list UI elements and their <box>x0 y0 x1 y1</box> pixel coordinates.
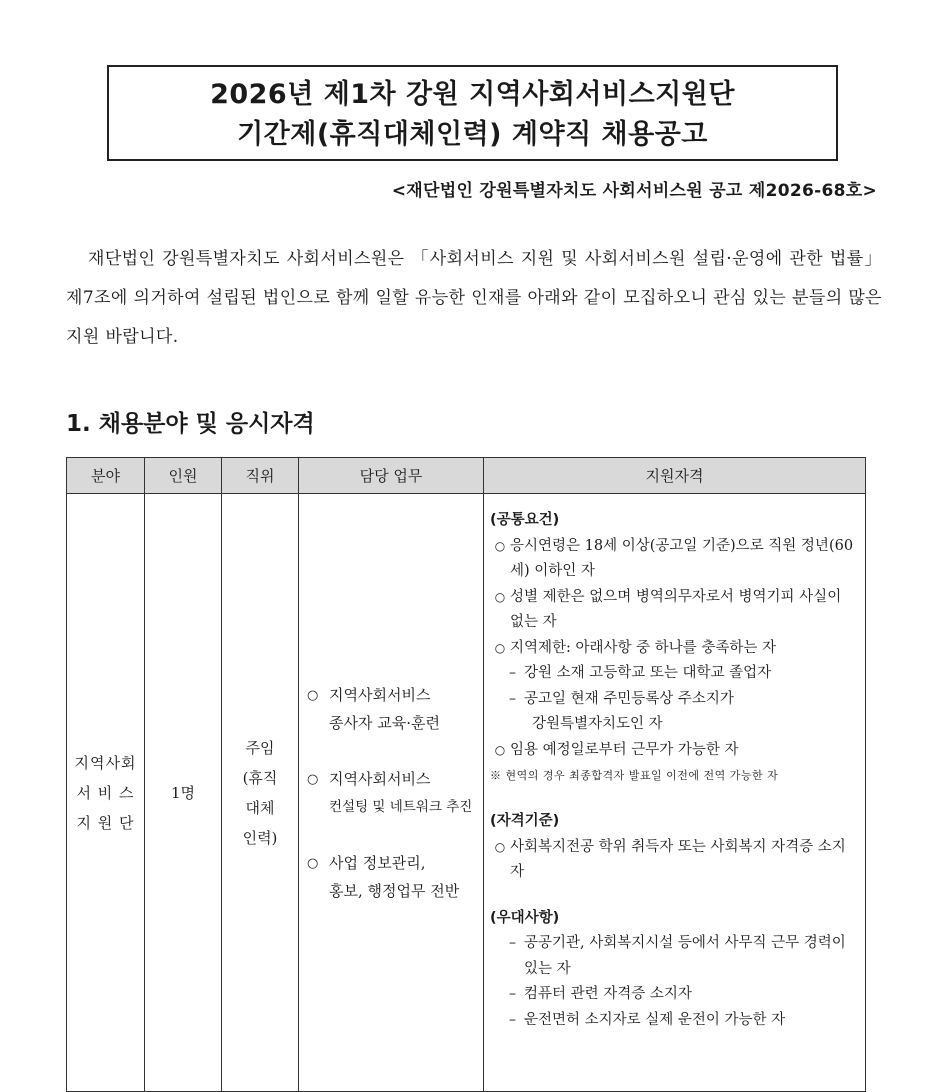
headcount-cell <box>145 494 222 1092</box>
military-note: ※ 현역의 경우 최종합격자 발표일 이전에 전역 가능한 자 <box>490 769 779 782</box>
recruitment-table <box>66 457 866 1092</box>
qualification-text: 공고일 현재 주민등록상 주소지가 <box>524 690 734 707</box>
qualification-text: 임용 예정일로부터 근무가 가능한 자 <box>510 741 739 758</box>
circle-bullet-icon: ○ <box>494 839 506 854</box>
common-requirements-heading: (공통요건) <box>490 512 560 528</box>
duty-text: 종사자 교육·훈련 <box>329 713 440 732</box>
dash-bullet-icon: – <box>509 1011 516 1028</box>
qualification-text: 지역제한: 아래사항 중 하나를 충족하는 자 <box>510 639 777 656</box>
field-text: 지 원 단 <box>76 813 135 832</box>
circle-bullet-icon: ○ <box>494 640 506 655</box>
dash-bullet-icon: – <box>509 986 516 1002</box>
qualification-item <box>490 585 855 636</box>
field-text: 지역사회 <box>74 753 137 772</box>
dash-bullet-icon: – <box>509 690 516 707</box>
duty-text: 컨설팅 및 네트워크 추진 <box>329 798 473 815</box>
preference-text: 컴퓨터 관련 자격증 소지자 <box>524 986 692 1002</box>
qualification-subitem-continuation <box>490 712 855 738</box>
position-text: 주임 <box>245 738 275 757</box>
position-cell <box>222 494 299 1092</box>
headcount-text: 1명 <box>170 784 196 802</box>
circle-bullet-icon: ○ <box>307 855 319 871</box>
dash-bullet-icon: – <box>509 935 516 951</box>
preference-item <box>490 982 855 1008</box>
announcement-title-box <box>107 65 838 161</box>
preference-text: 공공기관, 사회복지시설 등에서 사무직 근무 경력이 있는 자 <box>524 935 846 977</box>
criteria-heading: (자격기준) <box>490 813 560 829</box>
intro-paragraph: 재단법인 강원특별자치도 사회서비스원은 「사회서비스 지원 및 사회서비스원 설립·운영에 관한 법률」제7조에 의거하여 설립된 법인으로 함께 일할 유능한 인재를 아래와 같이 모집하오니 관심 있는 분들의 많은 지원 바랍니다. <box>66 249 882 347</box>
qualification-item <box>490 636 855 662</box>
duty-text: 사업 정보관리, <box>329 853 426 872</box>
field-cell <box>67 494 145 1092</box>
qualification-item <box>490 738 855 764</box>
circle-bullet-icon: ○ <box>307 687 319 703</box>
table-header-row <box>67 458 866 494</box>
duty-item <box>307 849 483 905</box>
preference-heading: (우대사항) <box>490 909 560 926</box>
column-header: 지원자격 <box>484 458 866 494</box>
circle-bullet-icon: ○ <box>494 589 506 604</box>
duty-item <box>307 681 483 737</box>
circle-bullet-icon: ○ <box>494 742 506 757</box>
qualification-text: 응시연령은 18세 이상(공고일 기준)으로 직원 정년(60세) 이하인 자 <box>510 537 854 579</box>
title-line-2: 기간제(휴직대체인력) 계약직 채용공고 <box>237 119 708 150</box>
dash-bullet-icon: – <box>509 665 516 681</box>
duties-cell <box>299 494 484 1092</box>
field-text: 서 비 스 <box>76 783 135 802</box>
preference-item <box>490 931 855 982</box>
duty-item <box>307 765 483 821</box>
circle-bullet-icon: ○ <box>494 538 506 553</box>
position-text: 인력) <box>242 828 278 847</box>
qualification-item <box>490 835 855 886</box>
column-header: 직위 <box>222 458 299 494</box>
empty-bullet <box>490 712 524 738</box>
qualification-text: 강원특별자치도인 자 <box>532 716 663 732</box>
preference-text: 운전면허 소지자로 실제 운전이 가능한 자 <box>524 1011 786 1028</box>
qualifications-cell <box>484 494 866 1092</box>
qualification-item <box>490 534 855 585</box>
preference-item <box>490 1008 855 1034</box>
title-line-1: 2026년 제1차 강원 지역사회서비스지원단 <box>210 79 735 110</box>
table-row <box>67 494 866 1092</box>
position-text: 대체 <box>245 798 275 817</box>
column-header: 담당 업무 <box>299 458 484 494</box>
column-header: 인원 <box>145 458 222 494</box>
qualification-text: 사회복지전공 학위 취득자 또는 사회복지 자격증 소지자 <box>510 838 846 880</box>
notice-number: <재단법인 강원특별자치도 사회서비스원 공고 제2026-68호> <box>391 181 877 201</box>
duty-text: 홍보, 행정업무 전반 <box>329 881 460 900</box>
duty-text: 지역사회서비스 <box>329 769 431 788</box>
position-text: (휴직 <box>242 768 278 787</box>
qualification-text: 성별 제한은 없으며 병역의무자로서 병역기피 사실이 없는 자 <box>510 588 842 630</box>
qualification-subitem <box>490 687 855 713</box>
qualification-text: 강원 소재 고등학교 또는 대학교 졸업자 <box>524 665 772 681</box>
section-heading: 1. 채용분야 및 응시자격 <box>66 411 315 437</box>
circle-bullet-icon: ○ <box>307 771 319 787</box>
duty-text: 지역사회서비스 <box>329 685 431 704</box>
qualification-subitem <box>490 661 855 687</box>
column-header: 분야 <box>67 458 145 494</box>
